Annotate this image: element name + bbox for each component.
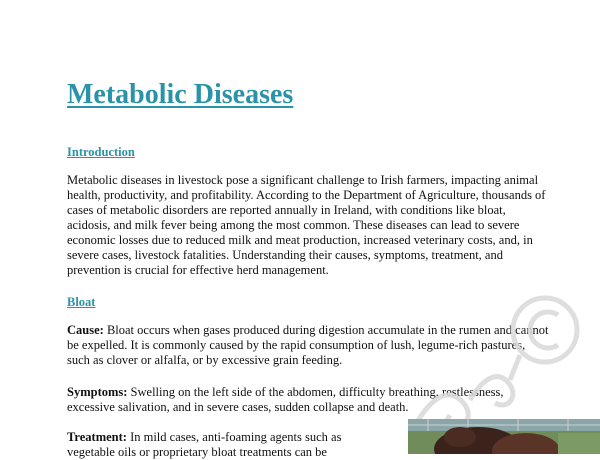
symptoms-text: Swelling on the left side of the abdomen, difficulty breathing, restlessness, excessive salivation, and in severe cases, sudden collapse and death. (67, 385, 504, 414)
cow-photo (408, 419, 600, 454)
bloat-cause-paragraph (67, 323, 551, 368)
section-heading-introduction: Introduction (67, 145, 135, 159)
bloat-symptoms-paragraph (67, 385, 551, 415)
cause-text: Bloat occurs when gases produced during digestion accumulate in the rumen and cannot be expelled. It is commonly caused by the rapid consumption of lush, legume-rich pastures, such as clover or alfalfa, or by excessive grain feeding. (67, 323, 549, 367)
section-heading-bloat: Bloat (67, 295, 96, 309)
cause-label: Cause: (67, 323, 104, 337)
bloat-treatment-paragraph (67, 430, 367, 460)
symptoms-label: Symptoms: (67, 385, 128, 399)
treatment-label: Treatment: (67, 430, 127, 444)
page-title: Metabolic Diseases (67, 79, 294, 110)
treatment-text: In mild cases, anti-foaming agents such as vegetable oils or proprietary bloat treatments can be (67, 430, 342, 459)
introduction-paragraph: Metabolic diseases in livestock pose a significant challenge to Irish farmers, impacting animal health, productivity, and profitability. According to the Department of Agriculture, thousands of cases of metabolic disorders are reported annually in Ireland, with conditions like bloat, acidosis, and milk fever being among the most common. These diseases can lead to severe economic losses due to reduced milk and meat production, increased veterinary costs, and, in severe cases, livestock fatalities. Understanding their causes, symptoms, treatment, and prevention is crucial for effective herd management. (67, 173, 546, 277)
